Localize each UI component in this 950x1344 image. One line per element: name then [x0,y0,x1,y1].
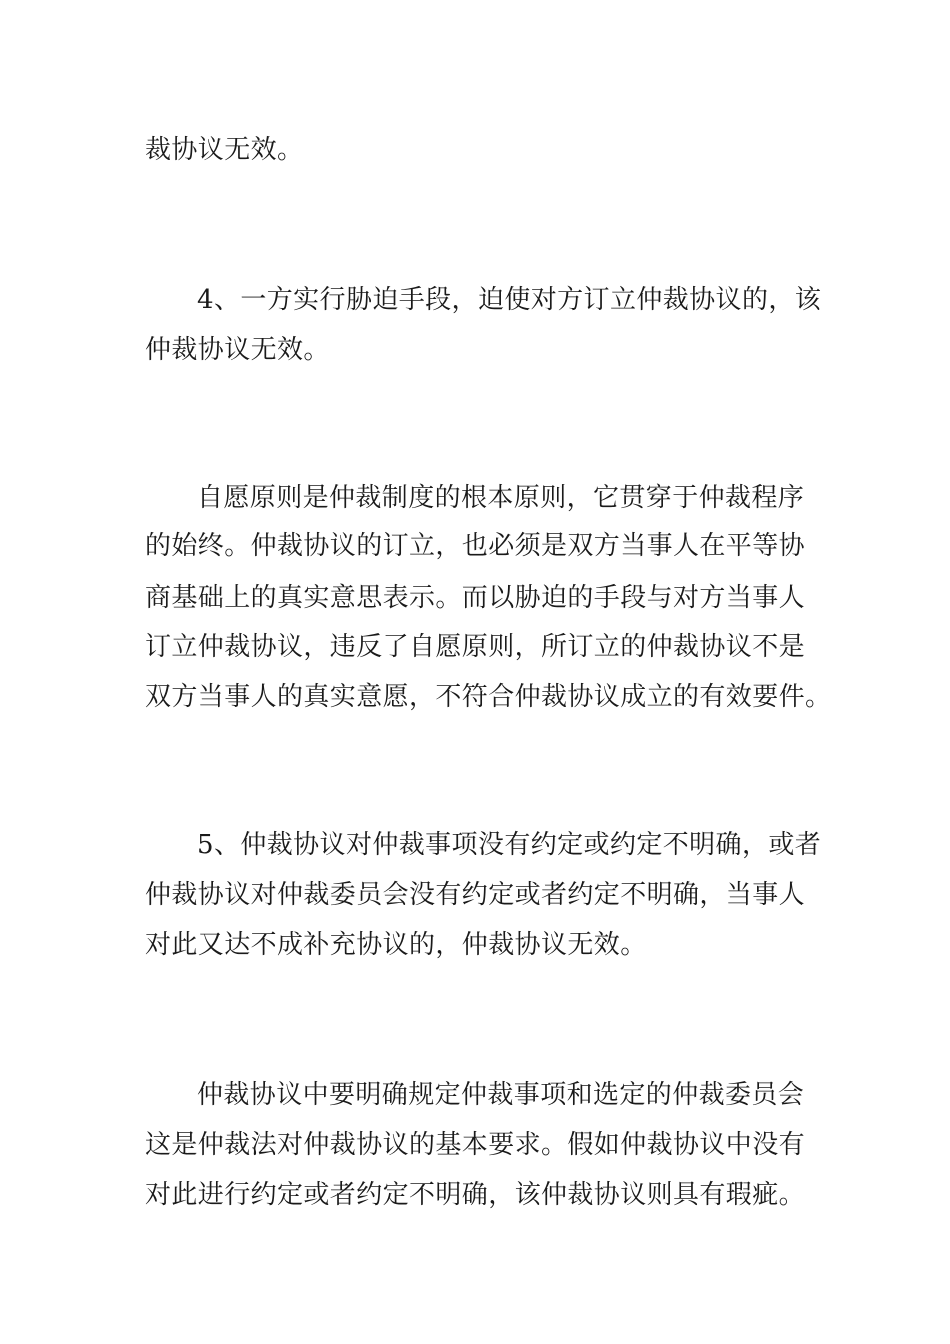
paragraph-line: 自愿原则是仲裁制度的根本原则，它贯穿于仲裁程序 [197,483,805,513]
paragraph-line: 订立仲裁协议，违反了自愿原则，所订立的仲裁协议不是 [145,632,806,662]
paragraph-line: 商基础上的真实意思表示。而以胁迫的手段与对方当事人 [145,583,806,613]
paragraph-line: 这是仲裁法对仲裁协议的基本要求。假如仲裁协议中没有 [145,1130,806,1160]
paragraph-line: 仲裁协议中要明确规定仲裁事项和选定的仲裁委员会 [197,1080,805,1110]
paragraph-line: 4、一方实行胁迫手段，迫使对方订立仲裁协议的，该 [197,285,822,315]
paragraph-line: 5、仲裁协议对仲裁事项没有约定或约定不明确，或者 [197,830,822,860]
paragraph-line: 的始终。仲裁协议的订立，也必须是双方当事人在平等协 [145,531,806,561]
paragraph-line: 双方当事人的真实意愿，不符合仲裁协议成立的有效要件。 [145,682,832,712]
paragraph-line: 对此进行约定或者约定不明确，该仲裁协议则具有瑕疵。 [145,1180,806,1210]
paragraph-line: 仲裁协议无效。 [145,335,330,365]
paragraph-line: 仲裁协议对仲裁委员会没有约定或者约定不明确，当事人 [145,880,806,910]
paragraph-line: 对此又达不成补充协议的，仲裁协议无效。 [145,930,647,960]
paragraph-line: 裁协议无效。 [145,135,304,165]
